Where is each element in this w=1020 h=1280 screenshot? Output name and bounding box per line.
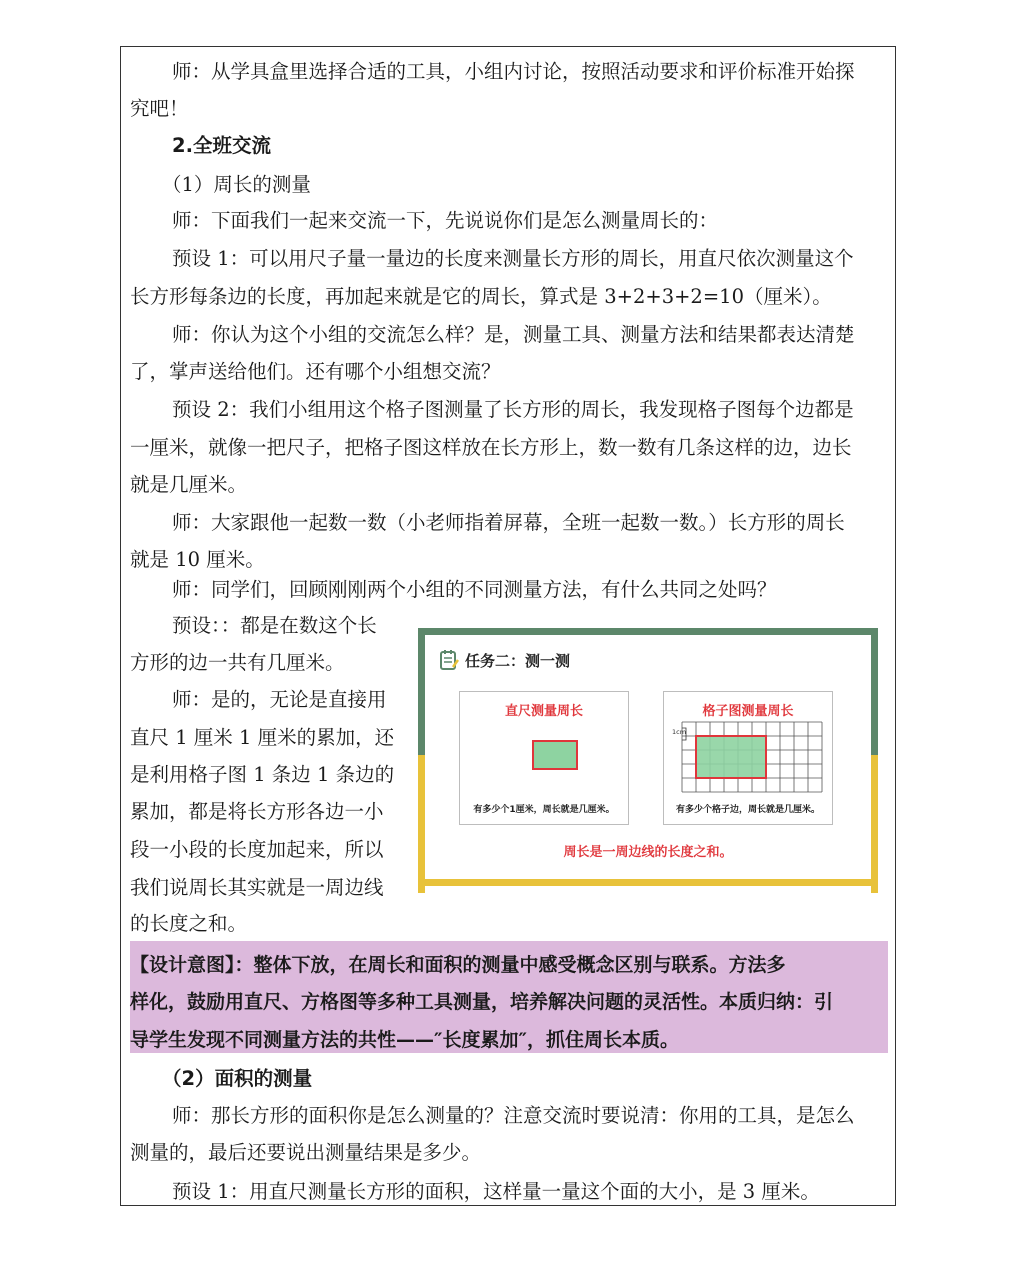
- slide-title: 任务二：测一测: [465, 651, 571, 670]
- text-line: 究吧！: [130, 97, 189, 120]
- text-line: 师：你认为这个小组的交流怎么样？是，测量工具、测量方法和结果都表达清楚: [172, 323, 855, 346]
- text-line: 是利用格子图 1 条边 1 条边的: [130, 763, 395, 786]
- card-title: 直尺测量周长: [504, 704, 583, 719]
- text-line: 师：从学具盒里选择合适的工具，小组内讨论，按照活动要求和评价标准开始探: [172, 60, 855, 83]
- text-line: 预设 1：用直尺测量长方形的面积，这样量一量这个面的大小，是 3 厘米。: [172, 1180, 820, 1203]
- text-line: 段一小段的长度加起来，所以: [130, 838, 384, 861]
- text-line: 就是几厘米。: [130, 473, 248, 496]
- design-intent-line: 【设计意图】：整体下放，在周长和面积的测量中感受概念区别与联系。方法多: [130, 954, 786, 976]
- text-line: 了，掌声送给他们。还有哪个小组想交流？: [130, 360, 501, 383]
- subsection-heading: （1）周长的测量: [162, 173, 311, 196]
- text-line: 预设 1：可以用尺子量一量边的长度来测量长方形的周长，用直尺依次测量这个: [172, 247, 854, 270]
- text-line: 一厘米，就像一把尺子，把格子图这样放在长方形上，数一数有几条这样的边，边长: [130, 436, 852, 459]
- grid-method-card: [663, 691, 833, 825]
- text-line: 方形的边一共有几厘米。: [130, 651, 345, 674]
- card-caption: 有多少个1厘米，周长就是几厘米。: [473, 805, 615, 815]
- text-line: 预设：：都是在数这个长: [172, 614, 377, 637]
- card-caption: 有多少个格子边，周长就是几厘米。: [675, 805, 820, 815]
- design-intent-line: 样化，鼓励用直尺、方格图等多种工具测量，培养解决问题的灵活性。本质归纳：引: [130, 991, 834, 1013]
- subsection-heading: （2）面积的测量: [162, 1067, 313, 1090]
- text-line: 师：同学们，回顾刚刚两个小组的不同测量方法，有什么共同之处吗？: [172, 578, 777, 601]
- task-slide: [418, 628, 878, 886]
- text-line: 师：大家跟他一起数一数（小老师指着屏幕，全班一起数一数。）长方形的周长: [172, 511, 845, 534]
- design-intent-line: 导学生发现不同测量方法的共性——″长度累加″，抓住周长本质。: [130, 1029, 679, 1051]
- slide-conclusion: 周长是一周边线的长度之和。: [563, 845, 733, 860]
- notepad-icon: [439, 649, 459, 671]
- text-line: 师：是的，无论是直接用: [172, 688, 387, 711]
- text-line: 的长度之和。: [130, 912, 248, 935]
- text-line: 累加，都是将长方形各边一小: [130, 800, 384, 823]
- grid-unit-label: 1cm: [672, 728, 687, 736]
- text-line: 我们说周长其实就是一周边线: [130, 876, 384, 899]
- text-line: 就是 10 厘米。: [130, 548, 265, 571]
- slide-title-row: [439, 649, 570, 671]
- card-title: 格子图测量周长: [702, 704, 794, 719]
- text-line: 师：那长方形的面积你是怎么测量的？注意交流时要说清：你用的工具，是怎么: [172, 1104, 855, 1127]
- section-heading: 2.全班交流: [172, 134, 271, 157]
- text-line: 预设 2：我们小组用这个格子图测量了长方形的周长，我发现格子图每个边都是: [172, 398, 854, 421]
- text-line: 师：下面我们一起来交流一下，先说说你们是怎么测量周长的：: [172, 209, 719, 232]
- text-line: 直尺 1 厘米 1 厘米的累加，还: [130, 726, 395, 749]
- grid-figure: [664, 716, 834, 802]
- rectangle-figure: [532, 740, 578, 770]
- ruler-method-card: [459, 691, 629, 825]
- text-line: 长方形每条边的长度，再加起来就是它的周长，算式是 3+2+3+2=10（厘米）。: [130, 285, 832, 308]
- text-line: 测量的，最后还要说出测量结果是多少。: [130, 1141, 482, 1164]
